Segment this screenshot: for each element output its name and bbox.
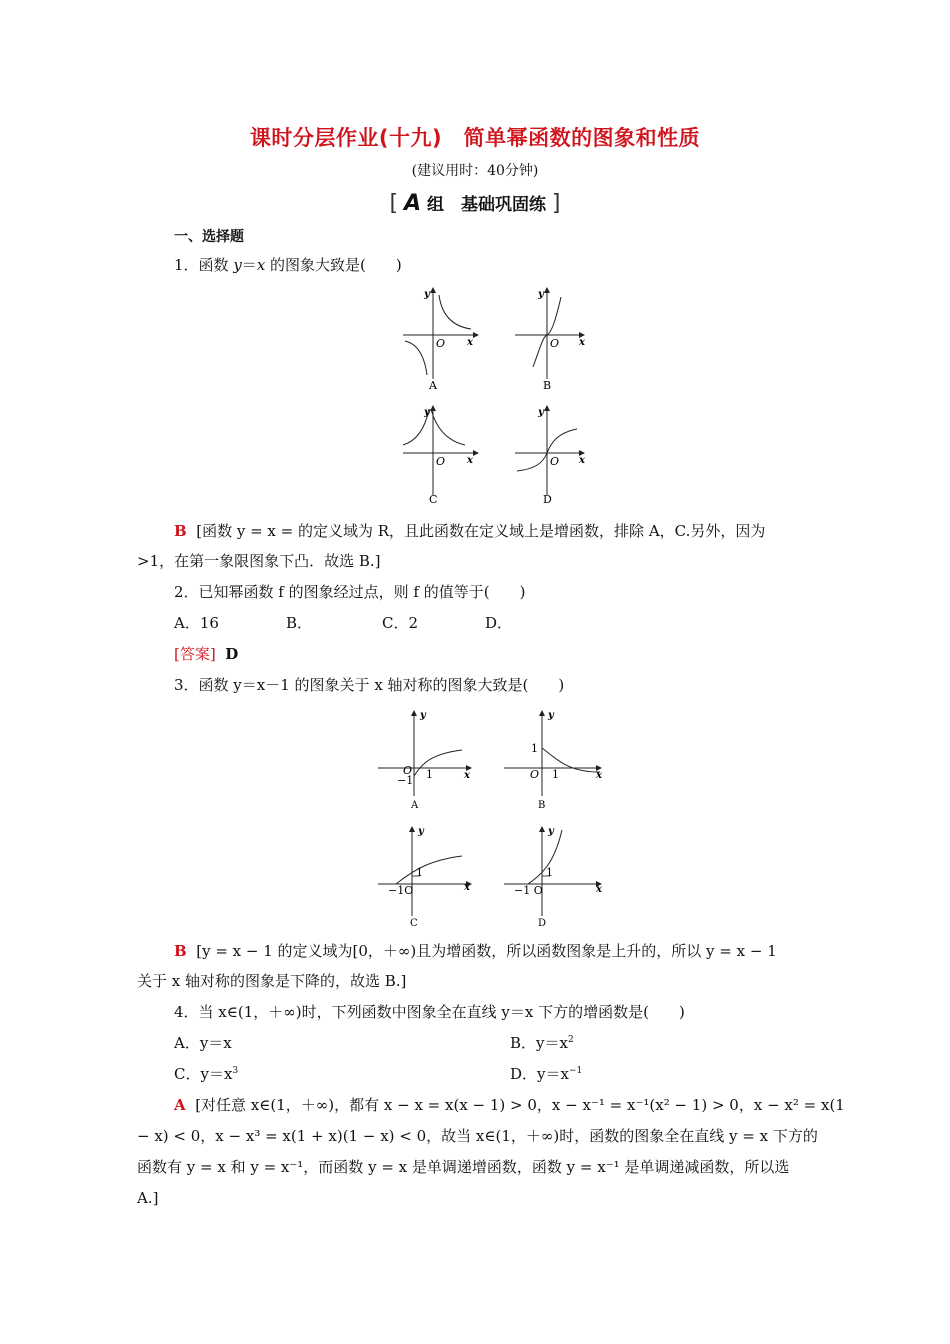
q1-answer-line-2: >1，在第一象限图象下凸．故选 B.] [137,552,381,570]
q3-c-tick-y1: 1 [416,866,423,879]
q4-option-d [510,1064,582,1084]
q2-option-d: D． [485,614,513,632]
q3-b-caption: B [538,800,546,811]
q3-a-tick-neg1: −1 [397,774,414,787]
q1-a-caption: A [429,379,437,392]
group-label: 组 基础巩固练 [426,195,546,215]
q4-option-c-text: C．y＝x [174,1065,233,1083]
q1-d-x-label: x [579,455,585,466]
q4-option-b-text: B．y＝x [510,1034,568,1052]
q3-answer-line-1 [174,941,777,961]
q1-b-y-label: y [538,289,544,300]
q1-a-y-label: y [424,289,430,300]
q3-graph-c [378,826,472,929]
q1-graph-b [515,287,586,392]
q4-answer-line-3: 函数有 y = x 和 y = x⁻¹，而函数 y = x 是单调递增函数，函数 y = x⁻¹ 是单调递减函数，所以选 [137,1158,790,1176]
q1-graph-d [515,405,586,506]
q3-d-tick-neg1-origin: −1 O [514,884,543,897]
question-2: 2．已知幂函数 f 的图象经过点，则 f 的值等于( ) [174,583,526,601]
q3-c-tick-neg1-origin: −1O [388,884,414,897]
q1-var-y: y [233,256,242,274]
q1-answer-text-1: [函数 y = x = 的定义域为 R，且此函数在定义域上是增函数，排除 A，C.另外，因为 [196,522,766,540]
q1-answer-letter: B [174,522,187,540]
q4-answer-letter: A [174,1096,186,1114]
q3-graph-d [504,826,603,929]
q4-option-d-exp: −1 [568,1066,583,1076]
q3-graphs [372,704,612,934]
q1-b-caption: B [543,379,552,392]
q4-option-a: A．y＝x [174,1034,232,1052]
q2-answer-tag: [答案] [174,645,216,663]
q3-a-y-label: y [420,710,426,721]
q4-option-d-text: D．y＝x [510,1065,569,1083]
q4-answer-line-2: − x) < 0，x − x³ = x(1 + x)(1 − x) < 0，故当 x∈(1，＋∞)时，函数的图象全在直线 y = x 下方的 [137,1127,818,1145]
q2-option-b: B． [286,614,313,632]
q3-c-x-label: x [464,882,470,893]
group-a-heading [0,190,950,216]
suggested-time: (建议用时：40分钟) [411,163,539,179]
q1-answer-line-1 [174,521,765,541]
group-bracket-right: ] [551,191,561,216]
q4-option-c-exp: 3 [232,1066,239,1076]
q1-var-x: x [256,256,266,274]
q3-answer-line-2: 关于 x 轴对称的图象是下降的，故选 B.] [137,972,407,990]
q3-d-caption: D [538,918,547,929]
group-a-letter: A [404,191,422,216]
q3-answer-letter: B [174,942,187,960]
q1-a-origin: O [436,337,446,350]
group-bracket-left: [ [389,191,399,216]
q1-c-caption: C [429,493,438,506]
q1-d-caption: D [543,493,552,506]
q2-answer-value: D [225,645,239,663]
q3-b-y-label: y [548,710,554,721]
q4-option-c [174,1064,238,1084]
q4-answer-text-1: [对任意 x∈(1，＋∞)，都有 x − x = x(x − 1) > 0，x − x⁻¹ = x⁻¹(x² − 1) > 0，x − x² = x(1 [195,1096,845,1114]
q4-answer-line-4: A.] [137,1189,159,1207]
q1-c-y-label: y [424,407,430,418]
q1-graph-c [403,405,479,506]
q1-eq: ＝ [241,256,257,274]
section-choice-title: 一、选择题 [174,229,244,245]
q3-a-caption: A [411,800,419,811]
q3-d-x-label: x [596,884,602,895]
q3-b-tick-y1: 1 [531,742,538,755]
q3-d-y-label: y [548,826,554,837]
q3-a-x-label: x [464,770,470,781]
q1-b-origin: O [550,337,560,350]
question-3: 3．函数 y＝x－1 的图象关于 x 轴对称的图象大致是( ) [174,676,565,694]
q1-graphs [395,283,605,513]
q1-c-x-label: x [467,455,473,466]
q1-graph-a [403,287,479,392]
q2-answer [174,644,238,664]
q1-text-pre: 1．函数 [174,256,234,274]
q3-a-tick-1: 1 [426,768,433,781]
q3-b-origin: O [530,768,540,781]
q1-d-origin: O [550,455,560,468]
q4-answer-line-1 [174,1095,845,1115]
q3-c-caption: C [410,918,418,929]
q1-text-post: 的图象大致是( ) [265,256,402,274]
question-4: 4．当 x∈(1，＋∞)时，下列函数中图象全在直线 y＝x 下方的增函数是( ) [174,1003,685,1021]
q3-answer-text-1: [y = x − 1 的定义域为[0，＋∞)且为增函数，所以函数图象是上升的，所以 y = x − 1 [196,942,777,960]
q4-option-b [510,1033,574,1053]
q3-graph-a [378,710,472,811]
q1-d-y-label: y [538,407,544,418]
q3-a-origin: O [403,764,413,777]
q3-b-tick-x1: 1 [552,768,559,781]
q1-c-origin: O [436,455,446,468]
q3-d-tick-y1: 1 [546,866,553,879]
q3-graph-b [504,710,603,811]
page-title: 课时分层作业(十九) 简单幂函数的图象和性质 [249,126,701,150]
question-1 [174,255,402,275]
q3-c-y-label: y [418,826,424,837]
q1-b-x-label: x [579,337,585,348]
q1-a-x-label: x [467,337,473,348]
q4-option-b-exp: 2 [567,1035,574,1045]
q2-option-a: A．16 [174,614,219,632]
q2-option-c: C．2 [382,614,419,632]
q3-b-x-label: x [596,770,602,781]
